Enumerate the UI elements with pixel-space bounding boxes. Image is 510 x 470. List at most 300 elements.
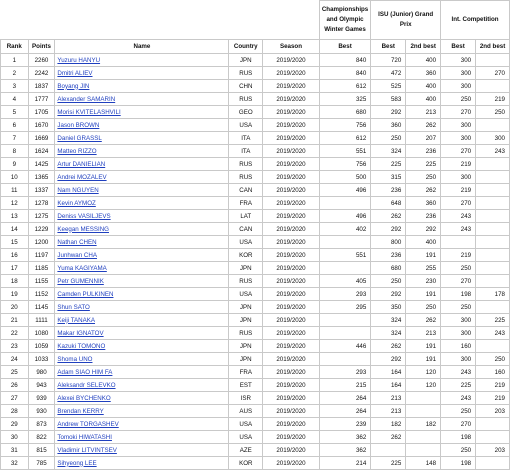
int-2nd-best-cell: 250	[476, 106, 510, 119]
skater-name-cell	[55, 379, 229, 392]
gp-best-cell: 292	[371, 106, 406, 119]
skater-name-link[interactable]: Boyang JIN	[57, 82, 90, 90]
country-cell: JPN	[229, 54, 263, 67]
skater-name-link[interactable]: Morisi KVITELASHVILI	[57, 108, 121, 116]
gp-best-cell: 213	[371, 392, 406, 405]
gp-best-cell: 350	[371, 301, 406, 314]
rank-cell: 30	[1, 431, 29, 444]
gp-2nd-best-cell: 360	[406, 67, 441, 80]
int-2nd-best-cell: 300	[476, 132, 510, 145]
season-cell: 2019/2020	[263, 223, 320, 236]
gp-2nd-best-cell: 191	[406, 353, 441, 366]
points-cell: 1278	[28, 197, 55, 210]
group-header-grand-prix: ISU (Junior) Grand Prix	[371, 1, 441, 40]
championships-best-cell: 264	[319, 405, 370, 418]
points-cell: 1365	[28, 171, 55, 184]
country-cell: RUS	[229, 158, 263, 171]
int-2nd-best-cell	[476, 236, 510, 249]
gp-2nd-best-cell: 400	[406, 236, 441, 249]
table-row	[1, 80, 510, 93]
rank-cell: 22	[1, 327, 29, 340]
skater-name-cell	[55, 223, 229, 236]
country-cell: ISR	[229, 392, 263, 405]
season-cell: 2019/2020	[263, 67, 320, 80]
int-2nd-best-cell	[476, 158, 510, 171]
country-cell: CAN	[229, 223, 263, 236]
gp-best-cell: 648	[371, 197, 406, 210]
season-cell: 2019/2020	[263, 405, 320, 418]
skater-name-cell	[55, 353, 229, 366]
int-2nd-best-cell	[476, 275, 510, 288]
gp-best-cell: 472	[371, 67, 406, 80]
skater-name-cell	[55, 236, 229, 249]
season-cell: 2019/2020	[263, 197, 320, 210]
group-header-int-competition: Int. Competition	[441, 1, 510, 40]
championships-best-cell: 293	[319, 366, 370, 379]
country-cell: USA	[229, 431, 263, 444]
points-cell: 2242	[28, 67, 55, 80]
country-cell: USA	[229, 288, 263, 301]
gp-2nd-best-cell: 292	[406, 223, 441, 236]
rank-cell: 13	[1, 210, 29, 223]
championships-best-cell: 362	[319, 431, 370, 444]
gp-2nd-best-cell	[406, 444, 441, 457]
gp-2nd-best-cell	[406, 431, 441, 444]
country-cell: USA	[229, 236, 263, 249]
skater-name-link[interactable]: Andrew TORGASHEV	[57, 420, 119, 428]
table-row	[1, 288, 510, 301]
country-cell: RUS	[229, 327, 263, 340]
rank-cell: 5	[1, 106, 29, 119]
skater-name-link[interactable]: Kevin AYMOZ	[57, 199, 96, 207]
table-row	[1, 327, 510, 340]
skater-name-cell	[55, 288, 229, 301]
season-cell: 2019/2020	[263, 236, 320, 249]
gp-best-cell: 262	[371, 210, 406, 223]
points-cell: 1145	[28, 301, 55, 314]
table-row	[1, 379, 510, 392]
rank-cell: 20	[1, 301, 29, 314]
championships-best-cell: 214	[319, 457, 370, 470]
gp-best-cell: 262	[371, 431, 406, 444]
int-2nd-best-cell: 203	[476, 405, 510, 418]
table-row	[1, 405, 510, 418]
gp-best-cell: 680	[371, 262, 406, 275]
skater-name-link[interactable]: Deniss VASILJEVS	[57, 212, 111, 220]
skater-name-link[interactable]: Jason BROWN	[57, 121, 100, 129]
table-row	[1, 106, 510, 119]
column-header-row	[1, 40, 510, 54]
skater-name-cell	[55, 314, 229, 327]
skater-name-link[interactable]: Camden PULKINEN	[57, 290, 114, 298]
gp-best-cell: 164	[371, 366, 406, 379]
country-cell: KOR	[229, 249, 263, 262]
season-cell: 2019/2020	[263, 119, 320, 132]
table-row	[1, 366, 510, 379]
skater-name-link[interactable]: Adam SIAO HIM FA	[57, 368, 113, 376]
gp-2nd-best-cell: 213	[406, 327, 441, 340]
season-cell: 2019/2020	[263, 171, 320, 184]
skater-name-link[interactable]: Junhwan CHA	[57, 251, 97, 259]
rank-cell: 32	[1, 457, 29, 470]
skater-name-link[interactable]: Nathan CHEN	[57, 238, 97, 246]
skater-name-cell	[55, 327, 229, 340]
points-cell: 873	[28, 418, 55, 431]
table-row	[1, 431, 510, 444]
gp-2nd-best-cell: 262	[406, 314, 441, 327]
int-best-cell: 198	[441, 431, 476, 444]
gp-best-cell: 324	[371, 314, 406, 327]
table-row	[1, 457, 510, 470]
table-row	[1, 158, 510, 171]
int-2nd-best-cell	[476, 249, 510, 262]
rank-cell: 25	[1, 366, 29, 379]
column-header-int-2nd-best: 2nd best	[476, 40, 510, 54]
country-cell: JPN	[229, 301, 263, 314]
int-2nd-best-cell	[476, 197, 510, 210]
season-cell: 2019/2020	[263, 379, 320, 392]
rank-cell: 17	[1, 262, 29, 275]
int-2nd-best-cell	[476, 431, 510, 444]
column-header-points: Points	[28, 40, 55, 54]
skater-name-cell	[55, 184, 229, 197]
championships-best-cell: 756	[319, 119, 370, 132]
standings-table-body	[1, 54, 510, 470]
country-cell: ITA	[229, 132, 263, 145]
skater-name-link[interactable]: Keegan MESSING	[57, 225, 109, 233]
skater-name-link[interactable]: Petr GUMENNIK	[57, 277, 104, 285]
country-cell: FRA	[229, 366, 263, 379]
championships-best-cell: 612	[319, 132, 370, 145]
skater-name-cell	[55, 366, 229, 379]
championships-best-cell: 551	[319, 249, 370, 262]
country-cell: USA	[229, 418, 263, 431]
season-cell: 2019/2020	[263, 145, 320, 158]
championships-best-cell: 612	[319, 80, 370, 93]
skater-name-link[interactable]: Shoma UNO	[57, 355, 93, 363]
skater-name-cell	[55, 158, 229, 171]
points-cell: 815	[28, 444, 55, 457]
country-cell: LAT	[229, 210, 263, 223]
int-best-cell	[441, 236, 476, 249]
rank-cell: 7	[1, 132, 29, 145]
championships-best-cell: 840	[319, 67, 370, 80]
column-header-season: Season	[263, 40, 320, 54]
rank-cell: 31	[1, 444, 29, 457]
points-cell: 1229	[28, 223, 55, 236]
table-row	[1, 392, 510, 405]
skater-name-cell	[55, 392, 229, 405]
int-2nd-best-cell: 219	[476, 93, 510, 106]
table-row	[1, 54, 510, 67]
skater-name-link[interactable]: Yuzuru HANYU	[57, 56, 101, 64]
gp-2nd-best-cell: 250	[406, 301, 441, 314]
gp-2nd-best-cell: 207	[406, 132, 441, 145]
skater-name-link[interactable]: Matteo RIZZO	[57, 147, 97, 155]
country-cell: KOR	[229, 457, 263, 470]
skater-name-cell	[55, 418, 229, 431]
skater-name-link[interactable]: Andrei MOZALEV	[57, 173, 107, 181]
season-cell: 2019/2020	[263, 327, 320, 340]
gp-2nd-best-cell: 191	[406, 340, 441, 353]
column-header-gp-2nd-best: 2nd best	[406, 40, 441, 54]
country-cell: GEO	[229, 106, 263, 119]
table-row	[1, 210, 510, 223]
championships-best-cell: 496	[319, 184, 370, 197]
int-2nd-best-cell: 203	[476, 444, 510, 457]
points-cell: 1670	[28, 119, 55, 132]
season-cell: 2019/2020	[263, 54, 320, 67]
gp-best-cell	[371, 444, 406, 457]
int-best-cell: 250	[441, 405, 476, 418]
gp-best-cell: 360	[371, 119, 406, 132]
gp-2nd-best-cell	[406, 392, 441, 405]
championships-best-cell	[319, 327, 370, 340]
points-cell: 1705	[28, 106, 55, 119]
season-cell: 2019/2020	[263, 431, 320, 444]
championships-best-cell: 405	[319, 275, 370, 288]
skater-name-link[interactable]: Vladimir LITVINTSEV	[57, 446, 117, 454]
int-best-cell: 225	[441, 379, 476, 392]
championships-best-cell: 680	[319, 106, 370, 119]
gp-best-cell: 164	[371, 379, 406, 392]
int-best-cell: 270	[441, 106, 476, 119]
gp-best-cell: 182	[371, 418, 406, 431]
int-2nd-best-cell: 219	[476, 379, 510, 392]
table-row	[1, 132, 510, 145]
skater-name-link[interactable]: Alexei BYCHENKO	[57, 394, 111, 402]
int-best-cell: 243	[441, 366, 476, 379]
gp-2nd-best-cell: 148	[406, 457, 441, 470]
table-row	[1, 171, 510, 184]
gp-best-cell: 213	[371, 405, 406, 418]
points-cell: 1669	[28, 132, 55, 145]
skater-name-cell	[55, 275, 229, 288]
rank-cell: 11	[1, 184, 29, 197]
championships-best-cell: 325	[319, 93, 370, 106]
gp-2nd-best-cell: 191	[406, 288, 441, 301]
gp-best-cell: 292	[371, 288, 406, 301]
gp-best-cell: 292	[371, 223, 406, 236]
country-cell: JPN	[229, 262, 263, 275]
season-cell: 2019/2020	[263, 353, 320, 366]
skater-name-cell	[55, 145, 229, 158]
gp-2nd-best-cell: 236	[406, 210, 441, 223]
rank-cell: 19	[1, 288, 29, 301]
season-cell: 2019/2020	[263, 418, 320, 431]
rank-cell: 2	[1, 67, 29, 80]
gp-2nd-best-cell: 230	[406, 275, 441, 288]
gp-best-cell: 315	[371, 171, 406, 184]
int-2nd-best-cell	[476, 457, 510, 470]
country-cell: JPN	[229, 314, 263, 327]
rank-cell: 10	[1, 171, 29, 184]
season-cell: 2019/2020	[263, 249, 320, 262]
int-2nd-best-cell	[476, 171, 510, 184]
table-row	[1, 353, 510, 366]
rank-cell: 23	[1, 340, 29, 353]
int-best-cell: 300	[441, 54, 476, 67]
int-best-cell: 198	[441, 288, 476, 301]
skater-name-link[interactable]: Artur DANIELIAN	[57, 160, 106, 168]
table-row	[1, 197, 510, 210]
int-best-cell: 300	[441, 80, 476, 93]
int-2nd-best-cell: 225	[476, 314, 510, 327]
championships-best-cell: 551	[319, 145, 370, 158]
rank-cell: 14	[1, 223, 29, 236]
season-cell: 2019/2020	[263, 457, 320, 470]
championships-best-cell: 500	[319, 171, 370, 184]
gp-2nd-best-cell: 400	[406, 93, 441, 106]
skater-name-link[interactable]: Alexander SAMARIN	[57, 95, 116, 103]
gp-best-cell: 324	[371, 145, 406, 158]
championships-best-cell: 215	[319, 379, 370, 392]
int-best-cell: 198	[441, 457, 476, 470]
championships-best-cell: 264	[319, 392, 370, 405]
skater-name-cell	[55, 197, 229, 210]
skater-name-cell	[55, 132, 229, 145]
country-cell: RUS	[229, 275, 263, 288]
championships-best-cell: 239	[319, 418, 370, 431]
rank-cell: 21	[1, 314, 29, 327]
points-cell: 1777	[28, 93, 55, 106]
int-best-cell: 300	[441, 327, 476, 340]
country-cell: AZE	[229, 444, 263, 457]
gp-best-cell: 720	[371, 54, 406, 67]
points-cell: 822	[28, 431, 55, 444]
rank-cell: 4	[1, 93, 29, 106]
points-cell: 1275	[28, 210, 55, 223]
rank-cell: 15	[1, 236, 29, 249]
skater-name-cell	[55, 301, 229, 314]
gp-2nd-best-cell	[406, 405, 441, 418]
points-cell: 785	[28, 457, 55, 470]
skater-name-cell	[55, 93, 229, 106]
championships-best-cell: 362	[319, 444, 370, 457]
season-cell: 2019/2020	[263, 106, 320, 119]
rank-cell: 28	[1, 405, 29, 418]
gp-2nd-best-cell: 255	[406, 262, 441, 275]
int-best-cell: 300	[441, 314, 476, 327]
skater-name-link[interactable]: Daniel GRASSL	[57, 134, 102, 142]
skater-name-cell	[55, 119, 229, 132]
season-cell: 2019/2020	[263, 314, 320, 327]
table-row	[1, 93, 510, 106]
skater-name-link[interactable]: Dmitri ALIEV	[57, 69, 93, 77]
championships-best-cell: 402	[319, 223, 370, 236]
gp-2nd-best-cell: 236	[406, 145, 441, 158]
int-2nd-best-cell: 250	[476, 353, 510, 366]
skater-name-cell	[55, 67, 229, 80]
int-best-cell: 300	[441, 353, 476, 366]
points-cell: 1033	[28, 353, 55, 366]
skater-name-cell	[55, 340, 229, 353]
points-cell: 1425	[28, 158, 55, 171]
points-cell: 939	[28, 392, 55, 405]
int-2nd-best-cell: 219	[476, 392, 510, 405]
table-row	[1, 223, 510, 236]
column-header-championships-best: Best	[319, 40, 370, 54]
points-cell: 943	[28, 379, 55, 392]
points-cell: 1080	[28, 327, 55, 340]
int-best-cell: 300	[441, 67, 476, 80]
season-cell: 2019/2020	[263, 340, 320, 353]
skater-name-link[interactable]: Sihyeong LEE	[57, 459, 97, 467]
column-group-header-row	[1, 1, 510, 40]
gp-2nd-best-cell: 262	[406, 119, 441, 132]
season-cell: 2019/2020	[263, 444, 320, 457]
int-best-cell: 270	[441, 197, 476, 210]
int-best-cell: 270	[441, 418, 476, 431]
country-cell: AUS	[229, 405, 263, 418]
skater-name-link[interactable]: Yuma KAGIYAMA	[57, 264, 107, 272]
championships-best-cell: 496	[319, 210, 370, 223]
points-cell: 980	[28, 366, 55, 379]
table-row	[1, 314, 510, 327]
gp-2nd-best-cell: 262	[406, 184, 441, 197]
gp-2nd-best-cell: 225	[406, 158, 441, 171]
skater-name-link[interactable]: Shun SATO	[57, 303, 90, 311]
championships-best-cell: 295	[319, 301, 370, 314]
championships-best-cell	[319, 314, 370, 327]
country-cell: USA	[229, 119, 263, 132]
gp-2nd-best-cell: 120	[406, 366, 441, 379]
skater-name-link[interactable]: Brendan KERRY	[57, 407, 104, 415]
skater-name-cell	[55, 457, 229, 470]
gp-best-cell: 324	[371, 327, 406, 340]
table-row	[1, 301, 510, 314]
rank-cell: 27	[1, 392, 29, 405]
season-cell: 2019/2020	[263, 132, 320, 145]
int-2nd-best-cell	[476, 54, 510, 67]
int-2nd-best-cell	[476, 223, 510, 236]
points-cell: 1152	[28, 288, 55, 301]
int-2nd-best-cell: 243	[476, 327, 510, 340]
championships-best-cell	[319, 353, 370, 366]
int-2nd-best-cell: 243	[476, 145, 510, 158]
skater-name-link[interactable]: Nam NGUYEN	[57, 186, 99, 194]
country-cell: RUS	[229, 67, 263, 80]
int-best-cell: 250	[441, 301, 476, 314]
int-best-cell: 250	[441, 444, 476, 457]
skater-name-link[interactable]: Aleksandr SELEVKO	[57, 381, 116, 389]
skater-name-link[interactable]: Tomoki HIWATASHI	[57, 433, 112, 441]
rank-cell: 24	[1, 353, 29, 366]
int-2nd-best-cell	[476, 340, 510, 353]
int-best-cell: 160	[441, 340, 476, 353]
int-best-cell: 300	[441, 171, 476, 184]
skater-name-link[interactable]: Makar IGNATOV	[57, 329, 104, 337]
gp-best-cell: 225	[371, 158, 406, 171]
table-row	[1, 340, 510, 353]
points-cell: 1624	[28, 145, 55, 158]
rank-cell: 12	[1, 197, 29, 210]
skater-name-link[interactable]: Kazuki TOMONO	[57, 342, 106, 350]
table-row	[1, 67, 510, 80]
int-best-cell: 243	[441, 210, 476, 223]
season-cell: 2019/2020	[263, 80, 320, 93]
skater-name-cell	[55, 210, 229, 223]
rank-cell: 6	[1, 119, 29, 132]
points-cell: 1185	[28, 262, 55, 275]
championships-best-cell	[319, 197, 370, 210]
gp-best-cell: 236	[371, 249, 406, 262]
country-cell: FRA	[229, 197, 263, 210]
country-cell: EST	[229, 379, 263, 392]
table-row	[1, 236, 510, 249]
skater-name-link[interactable]: Keiji TANAKA	[57, 316, 96, 324]
rank-cell: 9	[1, 158, 29, 171]
